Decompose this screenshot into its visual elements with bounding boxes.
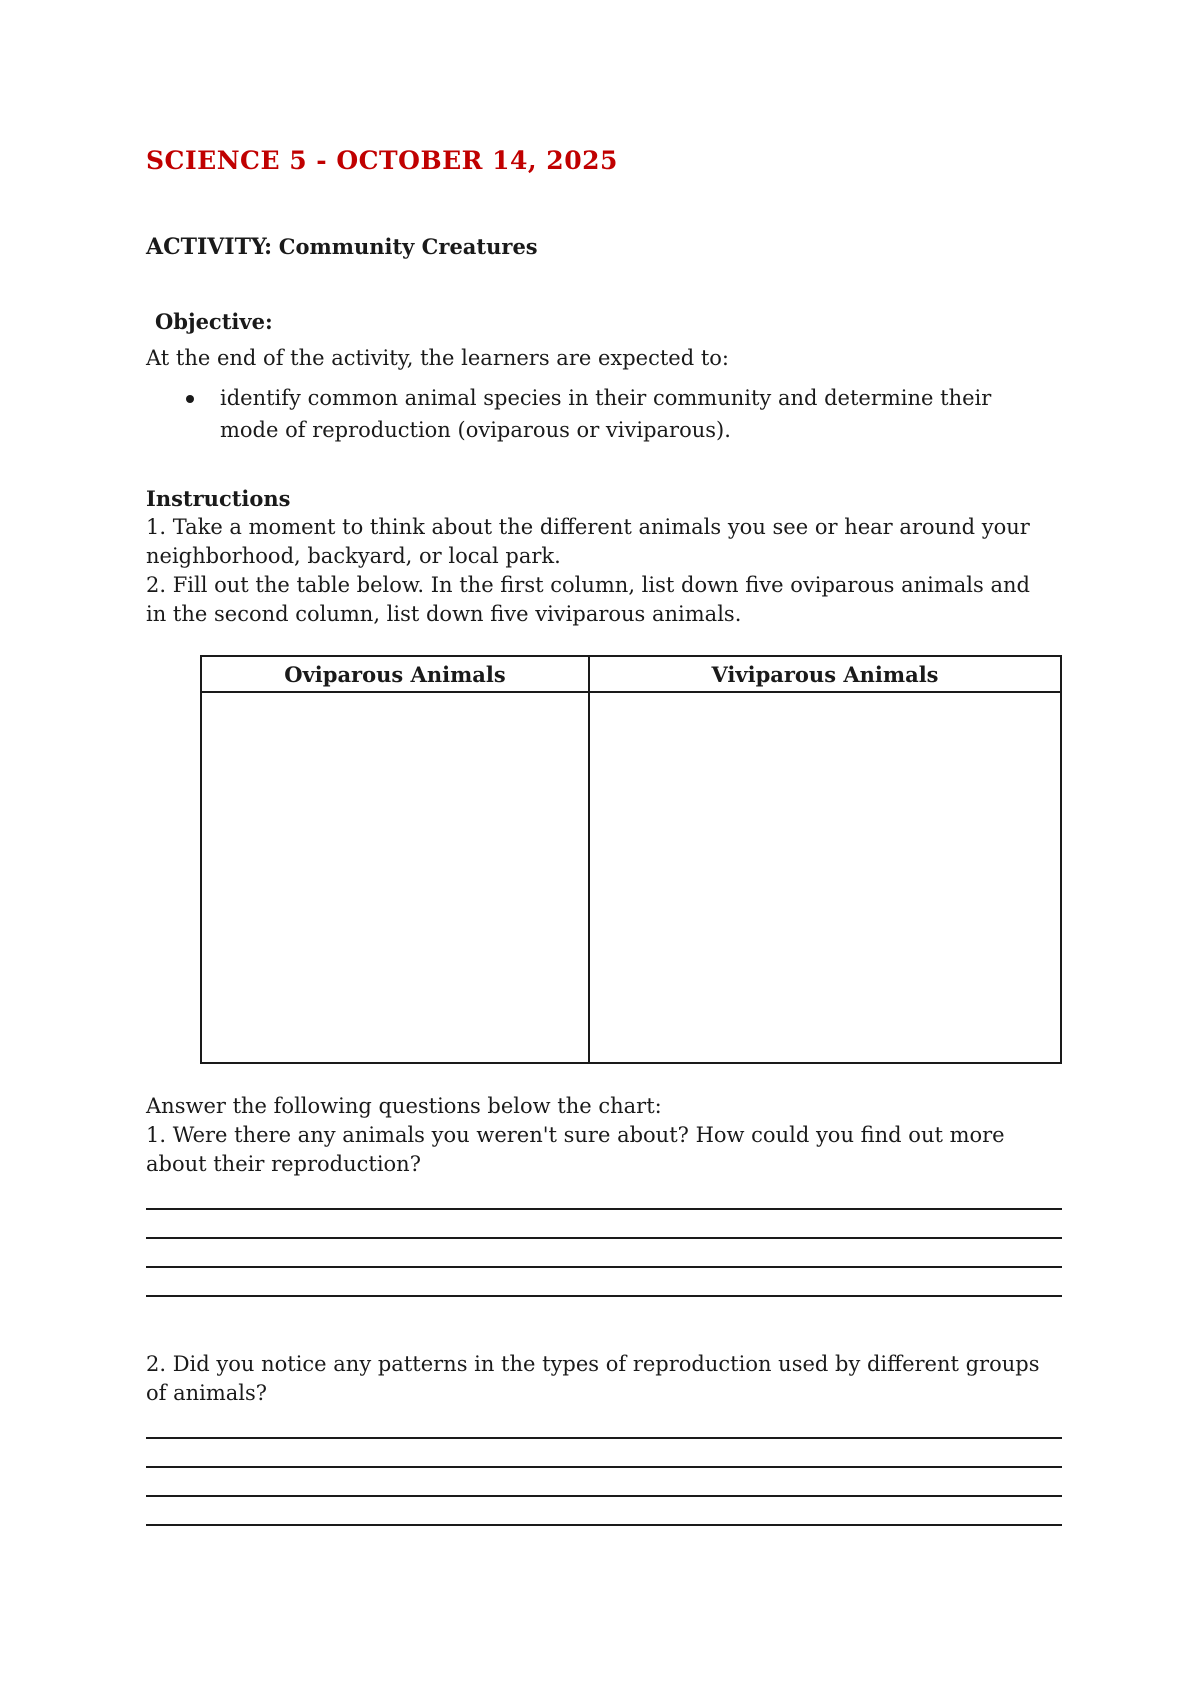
- answer-line[interactable]: [146, 1210, 1062, 1239]
- page-title: SCIENCE 5 - OCTOBER 14, 2025: [146, 146, 618, 175]
- viviparous-column-header: Viviparous Animals: [589, 656, 1061, 692]
- objective-item-text: identify common animal species in their community and determine their mode of reproduction (oviparous or viviparous).: [220, 386, 992, 442]
- question-2: 2. Did you notice any patterns in the types of reproduction used by different groups of animals?: [146, 1352, 1040, 1405]
- instruction-step-1: 1. Take a moment to think about the different animals you see or hear around your neighborhood, backyard, or local park.: [146, 515, 1030, 568]
- answer-line[interactable]: [146, 1497, 1062, 1526]
- activity-label: ACTIVITY:: [146, 234, 273, 260]
- objective-intro: At the end of the activity, the learners are expected to:: [146, 346, 730, 370]
- table-header-row: [201, 656, 1061, 692]
- question-1: 1. Were there any animals you weren't sure about? How could you find out more about their reproduction?: [146, 1123, 1005, 1176]
- oviparous-answer-cell[interactable]: [201, 692, 589, 1063]
- objective-heading: Objective:: [155, 309, 273, 334]
- oviparous-column-header: Oviparous Animals: [201, 656, 589, 692]
- table-row: [201, 692, 1061, 1063]
- questions-section: [146, 1092, 1066, 1297]
- question-2-answer-lines[interactable]: [146, 1410, 1066, 1526]
- question-1-answer-lines[interactable]: [146, 1181, 1066, 1297]
- activity-name: Community Creatures: [278, 234, 538, 259]
- objective-item: [180, 382, 1040, 446]
- viviparous-answer-cell[interactable]: [589, 692, 1061, 1063]
- activity-heading: [146, 234, 538, 260]
- bullet-icon: [186, 395, 194, 403]
- objective-list: [180, 382, 1040, 446]
- questions-intro: Answer the following questions below the chart:: [146, 1094, 662, 1118]
- answer-line[interactable]: [146, 1410, 1062, 1439]
- instructions-section: [146, 484, 1046, 629]
- instruction-step-2: 2. Fill out the table below. In the first column, list down five oviparous animals and in the second column, list down five viviparous animals.: [146, 573, 1030, 626]
- answer-line[interactable]: [146, 1439, 1062, 1468]
- answer-line[interactable]: [146, 1181, 1062, 1210]
- question-2-section: [146, 1350, 1066, 1526]
- answer-line[interactable]: [146, 1239, 1062, 1268]
- answer-line[interactable]: [146, 1468, 1062, 1497]
- answer-line[interactable]: [146, 1268, 1062, 1297]
- animals-table: [200, 655, 1062, 1064]
- instructions-heading: Instructions: [146, 486, 291, 511]
